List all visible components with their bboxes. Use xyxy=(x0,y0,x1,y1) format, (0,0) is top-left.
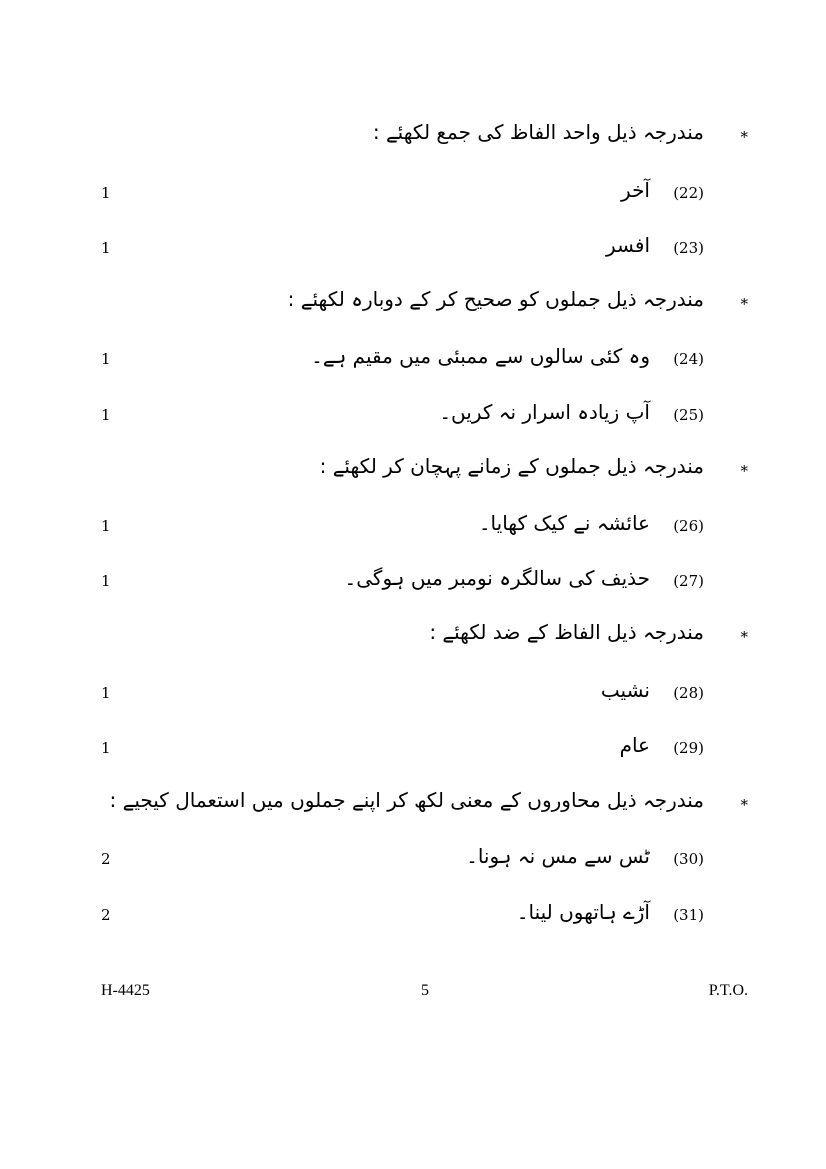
bullet-asterisk: * xyxy=(740,128,748,146)
section-heading: مندرجہ ذیل جملوں کے زمانے پہچان کر لکھئے : xyxy=(319,454,704,478)
question-row xyxy=(0,511,826,551)
section-heading: مندرجہ ذیل جملوں کو صحیح کر کے دوبارہ لکھئے : xyxy=(287,287,704,311)
page-number: 5 xyxy=(421,982,429,999)
question-row xyxy=(0,733,826,773)
question-number: (28) xyxy=(673,684,704,702)
question-number: (24) xyxy=(673,350,704,368)
section-heading-row xyxy=(0,287,826,327)
question-marks: 1 xyxy=(101,239,111,257)
question-row xyxy=(0,400,826,440)
question-number: (29) xyxy=(673,739,704,757)
question-marks: 1 xyxy=(101,572,111,590)
question-number: (31) xyxy=(673,906,704,924)
question-row xyxy=(0,844,826,884)
question-text: افسر xyxy=(606,233,650,257)
question-row xyxy=(0,566,826,606)
question-text: وہ کئی سالوں سے ممبئی میں مقیم ہے۔ xyxy=(311,344,650,368)
question-text: آخر xyxy=(621,178,650,202)
question-text: حذیف کی سالگرہ نومبر میں ہوگی۔ xyxy=(344,566,650,590)
bullet-asterisk: * xyxy=(740,462,748,480)
question-marks: 1 xyxy=(101,684,111,702)
question-number: (30) xyxy=(673,850,704,868)
bullet-asterisk: * xyxy=(740,295,748,313)
question-number: (27) xyxy=(673,572,704,590)
section-heading-row xyxy=(0,454,826,494)
question-text: نشیب xyxy=(600,678,650,702)
question-marks: 1 xyxy=(101,406,111,424)
question-marks: 1 xyxy=(101,517,111,535)
pto-label: P.T.O. xyxy=(708,982,748,999)
bullet-asterisk: * xyxy=(740,628,748,646)
section-heading-row xyxy=(0,620,826,660)
question-text: عائشہ نے کیک کھایا۔ xyxy=(478,511,650,535)
section-heading-row xyxy=(0,120,826,160)
question-number: (26) xyxy=(673,517,704,535)
question-marks: 1 xyxy=(101,350,111,368)
question-marks: 1 xyxy=(101,184,111,202)
question-text: آڑے ہاتھوں لینا۔ xyxy=(516,900,650,924)
question-text: ٹس سے مس نہ ہونا۔ xyxy=(466,844,650,868)
question-marks: 2 xyxy=(101,906,111,924)
paper-code: H-4425 xyxy=(101,982,150,999)
section-heading-row xyxy=(0,788,826,828)
question-number: (22) xyxy=(673,184,704,202)
question-row xyxy=(0,233,826,273)
question-row xyxy=(0,344,826,384)
question-marks: 2 xyxy=(101,850,111,868)
question-number: (25) xyxy=(673,406,704,424)
section-heading: مندرجہ ذیل الفاظ کے ضد لکھئے : xyxy=(429,620,704,644)
question-row xyxy=(0,678,826,718)
question-text: آپ زیادہ اسرار نہ کریں۔ xyxy=(439,400,650,424)
question-marks: 1 xyxy=(101,739,111,757)
section-heading: مندرجہ ذیل واحد الفاظ کی جمع لکھئے : xyxy=(372,120,704,144)
question-row xyxy=(0,900,826,940)
question-row xyxy=(0,178,826,218)
question-number: (23) xyxy=(673,239,704,257)
bullet-asterisk: * xyxy=(740,796,748,814)
question-text: عام xyxy=(619,733,650,757)
section-heading: مندرجہ ذیل محاوروں کے معنی لکھ کر اپنے جملوں میں استعمال کیجیے : xyxy=(109,788,704,812)
